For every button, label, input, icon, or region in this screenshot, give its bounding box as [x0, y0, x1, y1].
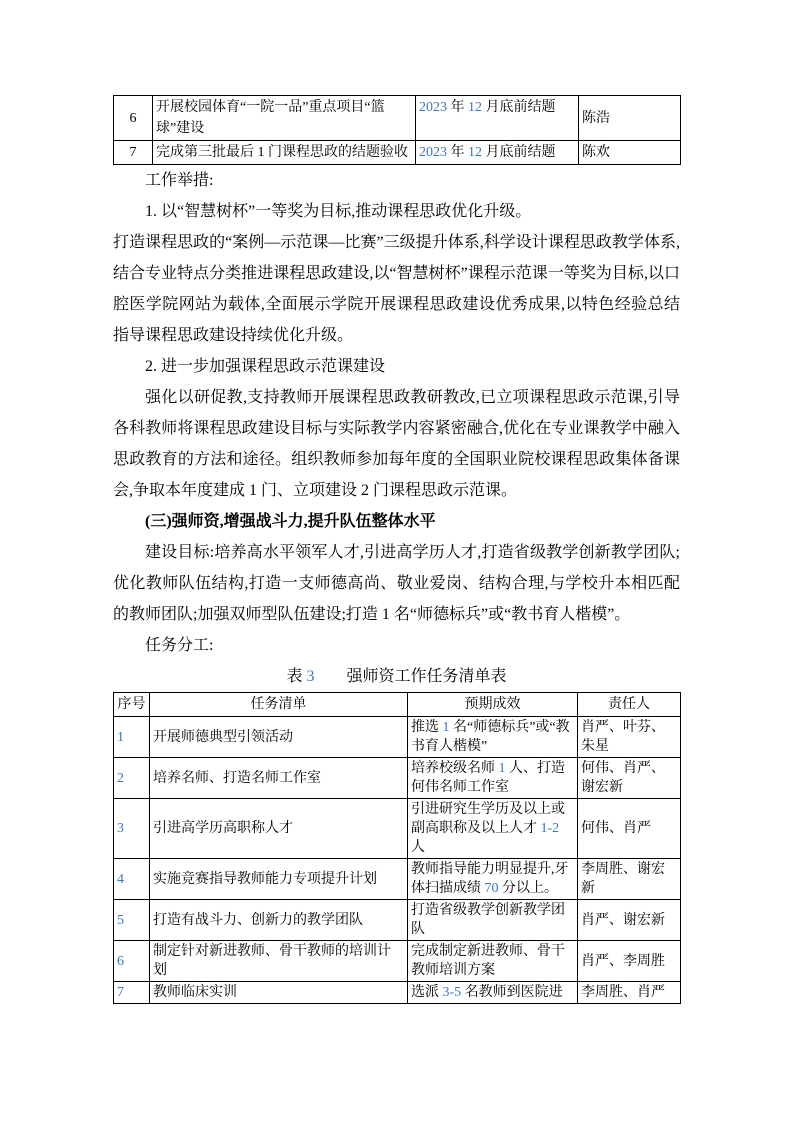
- owner-cell: 肖严、谢宏新: [578, 900, 681, 941]
- owner-cell: 陈欢: [579, 141, 681, 165]
- row-number-cell: 4: [114, 859, 150, 900]
- task-desc-cell: 打造有战斗力、创新力的教学团队: [150, 900, 408, 941]
- table3-caption: 表 3 强师资工作任务清单表: [286, 668, 507, 685]
- table-row: [114, 859, 681, 900]
- task-outcome-cell: 打造省级教学创新教学团队: [408, 900, 578, 941]
- task-division-label: 任务分工:: [145, 637, 214, 654]
- table-row: [114, 799, 681, 859]
- table-row: [114, 982, 681, 1004]
- task-desc-cell: 引进高学历高职称人才: [150, 799, 408, 859]
- header-outcome: 预期成效: [408, 693, 578, 717]
- task-desc-cell: 教师临床实训: [150, 982, 408, 1004]
- owner-cell: 肖严、李周胜: [578, 941, 681, 982]
- row-number-cell: 6: [114, 941, 150, 982]
- deadline-cell: 2023 年 12 月底前结题: [416, 96, 579, 141]
- header-owner: 责任人: [578, 693, 681, 717]
- table-header-row: [114, 693, 681, 717]
- task-desc-cell: 实施竞赛指导教师能力专项提升计划: [150, 859, 408, 900]
- table-row: [114, 96, 681, 141]
- teacher-task-table: [113, 692, 681, 1004]
- task-outcome-cell: 教师指导能力明显提升,牙体扫描成绩 70 分以上。: [408, 859, 578, 900]
- table-row: [114, 141, 681, 165]
- measure-item-2: 2. 进一步加强课程思政示范课建设: [145, 358, 386, 375]
- task-desc-cell: 培养名师、打造名师工作室: [150, 758, 408, 799]
- owner-cell: 肖严、叶芬、朱星: [578, 717, 681, 758]
- work-measures-label: 工作举措:: [145, 172, 214, 189]
- task-desc-cell: 制定针对新进教师、骨干教师的培训计划: [150, 941, 408, 982]
- owner-cell: 李周胜、谢宏新: [578, 859, 681, 900]
- task-outcome-cell: 选派 3-5 名教师到医院进: [408, 982, 578, 1004]
- task-outcome-cell: 引进研究生学历及以上或副高职称及以上人才 1-2 人: [408, 799, 578, 859]
- task-desc-cell: 开展校园体育“一院一品”重点项目“篮球”建设: [153, 96, 416, 141]
- table-row: [114, 717, 681, 758]
- row-number-cell: 7: [114, 141, 153, 165]
- row-number-cell: 1: [114, 717, 150, 758]
- section-heading: (三)强师资,增强战斗力,提升队伍整体水平: [145, 513, 436, 530]
- measure-item-1: 1. 以“智慧树杯”一等奖为目标,推动课程思政优化升级。: [145, 203, 532, 220]
- row-number-cell: 7: [114, 982, 150, 1004]
- owner-cell: 李周胜、肖严: [578, 982, 681, 1004]
- owner-cell: 何伟、肖严: [578, 799, 681, 859]
- task-outcome-cell: 完成制定新进教师、骨干教师培训方案: [408, 941, 578, 982]
- table-row: [114, 941, 681, 982]
- deadline-cell: 2023 年 12 月底前结题: [416, 141, 579, 165]
- owner-cell: 何伟、肖严、谢宏新: [578, 758, 681, 799]
- row-number-cell: 6: [114, 96, 153, 141]
- continued-task-table: [113, 95, 681, 165]
- row-number-cell: 2: [114, 758, 150, 799]
- owner-cell: 陈浩: [579, 96, 681, 141]
- task-desc-cell: 完成第三批最后 1 门课程思政的结题验收: [153, 141, 416, 165]
- table-row: [114, 900, 681, 941]
- header-task: 任务清单: [150, 693, 408, 717]
- task-desc-cell: 开展师德典型引领活动: [150, 717, 408, 758]
- goal-paragraph: 建设目标:培养高水平领军人才,引进高学历人才,打造省级教学创新教学团队;优化教师队伍结构,打造一支师德高尚、敬业爱岗、结构合理,与学校升本相匹配的教师团队;加强双师型队伍建设;打造 1 名“师德标兵”或“教书育人楷模”。: [113, 544, 680, 623]
- task-outcome-cell: 培养校级名师 1 人、打造何伟名师工作室: [408, 758, 578, 799]
- row-number-cell: 5: [114, 900, 150, 941]
- measure-paragraph-1: 打造课程思政的“案例—示范课—比赛”三级提升体系,科学设计课程思政教学体系,结合专业特点分类推进课程思政建设,以“智慧树杯”课程示范课一等奖为目标,以口腔医学院网站为载体,全面展示学院开展课程思政建设优秀成果,以特色经验总结指导课程思政建设持续优化升级。: [113, 234, 680, 344]
- measure-paragraph-2: 强化以研促教,支持教师开展课程思政教研教改,已立项课程思政示范课,引导各科教师将课程思政建设目标与实际教学内容紧密融合,优化在专业课教学中融入思政教育的方法和途径。组织教师参加每年度的全国职业院校课程思政集体备课会,争取本年度建成 1 门、立项建设 2 门课程思政示范课。: [113, 389, 680, 499]
- task-outcome-cell: 推选 1 名“师德标兵”或“教书育人楷模”: [408, 717, 578, 758]
- table-row: [114, 758, 681, 799]
- row-number-cell: 3: [114, 799, 150, 859]
- header-no: 序号: [114, 693, 150, 717]
